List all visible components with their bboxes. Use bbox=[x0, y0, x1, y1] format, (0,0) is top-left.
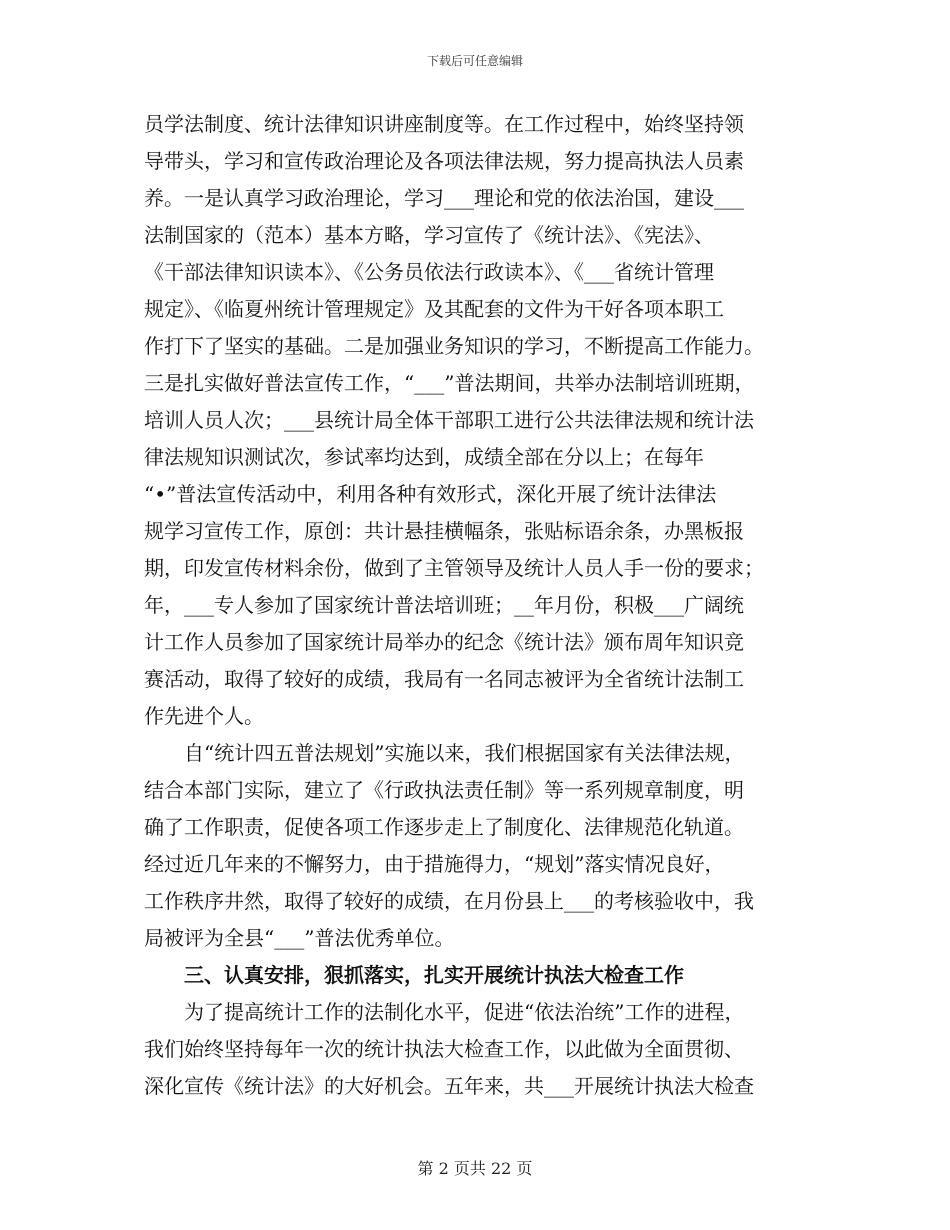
paragraph-1 bbox=[144, 106, 810, 735]
text-line: “•”普法宣传活动中，利用各种有效形式，深化开展了统计法律法 bbox=[144, 482, 717, 506]
paragraph-2 bbox=[144, 735, 810, 957]
paragraph-3 bbox=[144, 994, 810, 1105]
text-line: 计工作人员参加了国家统计局举办的纪念《统计法》颁布周年知识竞 bbox=[144, 630, 744, 654]
text-line: 赛活动，取得了较好的成绩，我局有一名同志被评为全省统计法制工 bbox=[144, 667, 744, 691]
text-line: 律法规知识测试次，参试率均达到，成绩全部在分以上；在每年 bbox=[144, 445, 704, 469]
page-header: 下载后可任意编辑 bbox=[426, 54, 523, 68]
text-line: 期，印发宣传材料余份，做到了主管领导及统计人员人手一份的要求； bbox=[144, 556, 764, 580]
text-line: 作先进个人。 bbox=[144, 704, 264, 728]
text-line: 法制国家的（范本）基本方略，学习宣传了《统计法》、《宪法》、 bbox=[144, 223, 714, 247]
text-line: 深化宣传《统计法》的大好机会。五年来，共___开展统计执法大检查 bbox=[144, 1074, 754, 1098]
text-line: 《干部法律知识读本》、《公务员依法行政读本》、《___省统计管理 bbox=[144, 260, 714, 284]
text-line: 规学习宣传工作，原创：共计悬挂横幅条，张贴标语余条，办黑板报 bbox=[144, 519, 744, 543]
page-footer: 第 2 页共 22 页 bbox=[417, 1159, 533, 1178]
text-line: 我们始终坚持每年一次的统计执法大检查工作，以此做为全面贯彻、 bbox=[144, 1037, 744, 1061]
text-line: 培训人员人次；___县统计局全体干部职工进行公共法律法规和统计法 bbox=[144, 408, 754, 432]
text-line: 作打下了坚实的基础。二是加强业务知识的学习，不断提高工作能力。 bbox=[144, 334, 764, 358]
text-line: 规定》、《临夏州统计管理规定》及其配套的文件为干好各项本职工 bbox=[144, 297, 724, 321]
text-line: 确了工作职责，促使各项工作逐步走上了制度化、法律规范化轨道。 bbox=[144, 815, 744, 839]
section-heading: 三、认真安排，狠抓落实，扎实开展统计执法大检查工作 bbox=[184, 963, 684, 987]
text-line: 局被评为全县“___”普法优秀单位。 bbox=[144, 926, 455, 950]
text-line: 员学法制度、统计法律知识讲座制度等。在工作过程中，始终坚持领 bbox=[144, 112, 744, 136]
text-line: 导带头，学习和宣传政治理论及各项法律法规，努力提高执法人员素 bbox=[144, 149, 744, 173]
text-line: 年，___专人参加了国家统计普法培训班；__年月份，积极___广阔统 bbox=[144, 593, 744, 617]
text-line: 结合本部门实际，建立了《行政执法责任制》等一系列规章制度，明 bbox=[144, 778, 744, 802]
text-line: 为了提高统计工作的法制化水平，促进“依法治统”工作的进程， bbox=[184, 1000, 745, 1024]
document-body bbox=[144, 106, 810, 1105]
text-line: 三是扎实做好普法宣传工作，“___”普法期间，共举办法制培训班期， bbox=[144, 371, 755, 395]
text-line: 养。一是认真学习政治理论，学习___理论和党的依法治国，建设___ bbox=[144, 186, 744, 210]
text-line: 经过近几年来的不懈努力，由于措施得力，“规划”落实情况良好， bbox=[144, 852, 725, 876]
text-line: 工作秩序井然，取得了较好的成绩，在月份县上___的考核验收中，我 bbox=[144, 889, 754, 913]
text-line: 自“统计四五普法规划”实施以来，我们根据国家有关法律法规， bbox=[184, 741, 745, 765]
